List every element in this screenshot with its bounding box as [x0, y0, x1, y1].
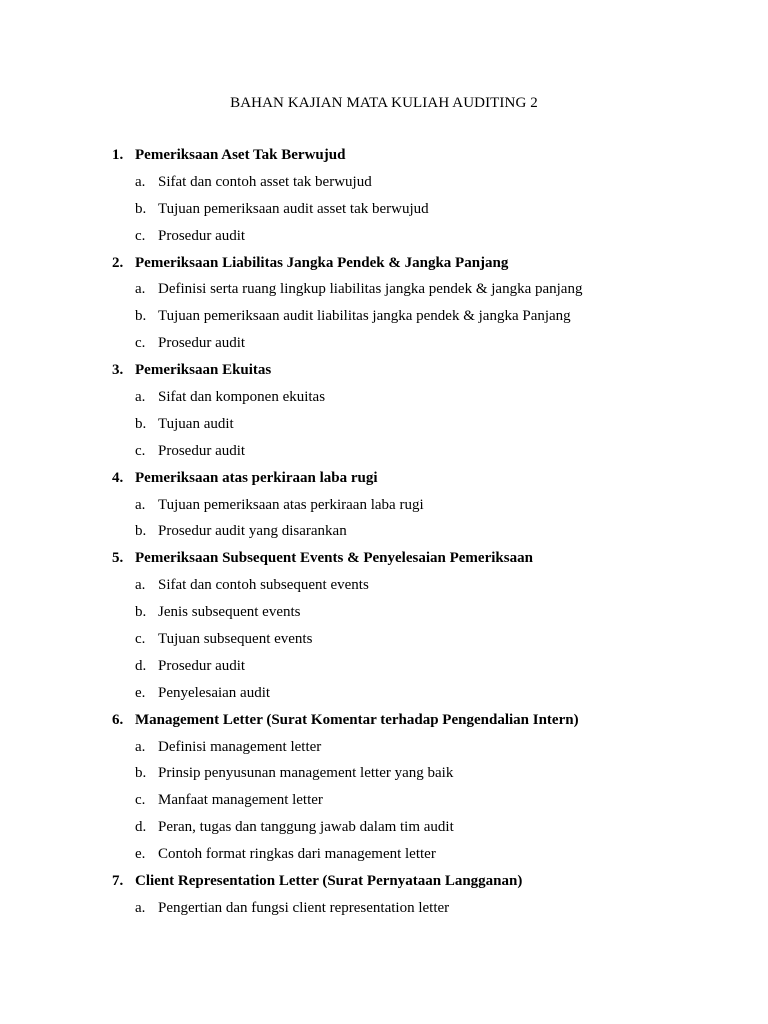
sub-item-text: Contoh format ringkas dari management letter [158, 846, 436, 863]
sub-item-row [0, 683, 768, 710]
sub-item-letter: b. [135, 523, 147, 540]
sub-item-row [0, 414, 768, 441]
section-heading: Pemeriksaan Ekuitas [135, 362, 272, 379]
section-heading-row [0, 145, 768, 172]
sub-item-row [0, 575, 768, 602]
section-heading: Pemeriksaan Liabilitas Jangka Pendek & Jangka Panjang [135, 254, 509, 271]
sub-item-row [0, 629, 768, 656]
section-heading-row [0, 871, 768, 898]
section-number: 6. [112, 711, 124, 728]
sub-item-row [0, 817, 768, 844]
section-heading: Pemeriksaan atas perkiraan laba rugi [135, 469, 378, 486]
sub-item-text: Prosedur audit [158, 227, 246, 244]
section-heading: Pemeriksaan Subsequent Events & Penyelesaian Pemeriksaan [135, 550, 533, 567]
sub-item-row [0, 441, 768, 468]
sub-item-text: Peran, tugas dan tanggung jawab dalam tim audit [158, 819, 454, 836]
section-number: 4. [112, 469, 124, 486]
sub-item-row [0, 521, 768, 548]
sub-item-row [0, 172, 768, 199]
section-heading-row [0, 468, 768, 495]
sub-item-row [0, 763, 768, 790]
sub-item-letter: b. [135, 415, 147, 432]
sub-item-row [0, 790, 768, 817]
sub-item-letter: d. [135, 657, 147, 674]
sub-item-row [0, 279, 768, 306]
sub-item-text: Sifat dan komponen ekuitas [158, 389, 326, 406]
sub-item-text: Pengertian dan fungsi client representation letter [158, 899, 450, 916]
section-heading-row [0, 253, 768, 280]
sub-item-text: Tujuan audit [158, 415, 234, 432]
sub-item-row [0, 495, 768, 522]
sub-item-text: Sifat dan contoh asset tak berwujud [158, 173, 372, 190]
sub-item-letter: b. [135, 765, 147, 782]
sub-item-text: Tujuan pemeriksaan audit liabilitas jangka pendek & jangka Panjang [158, 308, 571, 325]
sub-item-row [0, 387, 768, 414]
sub-item-row [0, 226, 768, 253]
sub-item-letter: c. [135, 792, 146, 809]
sub-item-row [0, 199, 768, 226]
sub-item-letter: a. [135, 577, 146, 594]
sub-item-text: Jenis subsequent events [158, 604, 301, 621]
sub-item-row [0, 602, 768, 629]
sub-item-text: Prinsip penyusunan management letter yang baik [158, 765, 454, 782]
sub-item-text: Definisi management letter [158, 738, 322, 755]
sub-item-letter: e. [135, 684, 146, 701]
sub-item-letter: a. [135, 738, 146, 755]
section-number: 7. [112, 873, 124, 890]
sub-item-text: Tujuan subsequent events [158, 631, 313, 648]
sub-item-letter: d. [135, 819, 147, 836]
sub-item-row [0, 844, 768, 871]
sub-item-letter: c. [135, 227, 146, 244]
sub-item-text: Definisi serta ruang lingkup liabilitas jangka pendek & jangka panjang [158, 281, 583, 298]
sub-item-letter: a. [135, 389, 146, 406]
document-title: BAHAN KAJIAN MATA KULIAH AUDITING 2 [230, 95, 538, 111]
section-number: 5. [112, 550, 124, 567]
sub-item-letter: b. [135, 604, 147, 621]
section-heading: Client Representation Letter (Surat Pernyataan Langganan) [135, 873, 523, 890]
sub-item-text: Penyelesaian audit [158, 684, 271, 701]
course-outline [0, 145, 768, 925]
sub-item-text: Prosedur audit [158, 657, 246, 674]
sub-item-letter: a. [135, 899, 146, 916]
sub-item-text: Sifat dan contoh subsequent events [158, 577, 369, 594]
sub-item-letter: a. [135, 173, 146, 190]
sub-item-text: Tujuan pemeriksaan audit asset tak berwujud [158, 200, 429, 217]
sub-item-text: Prosedur audit [158, 335, 246, 352]
section-heading-row [0, 360, 768, 387]
section-number: 2. [112, 254, 124, 271]
sub-item-letter: a. [135, 281, 146, 298]
sub-item-letter: b. [135, 308, 147, 325]
sub-item-letter: c. [135, 442, 146, 459]
sub-item-letter: c. [135, 335, 146, 352]
section-number: 1. [112, 147, 124, 163]
sub-item-letter: b. [135, 200, 147, 217]
section-heading: Management Letter (Surat Komentar terhadap Pengendalian Intern) [135, 711, 579, 728]
section-heading-row [0, 710, 768, 737]
sub-item-text: Tujuan pemeriksaan atas perkiraan laba rugi [158, 496, 424, 513]
sub-item-text: Prosedur audit yang disarankan [158, 523, 347, 540]
sub-item-row [0, 333, 768, 360]
sub-item-letter: a. [135, 496, 146, 513]
section-heading: Pemeriksaan Aset Tak Berwujud [135, 147, 346, 163]
sub-item-text: Prosedur audit [158, 442, 246, 459]
section-number: 3. [112, 362, 124, 379]
sub-item-letter: e. [135, 846, 146, 863]
sub-item-row [0, 737, 768, 764]
sub-item-text: Manfaat management letter [158, 792, 323, 809]
sub-item-row [0, 306, 768, 333]
sub-item-letter: c. [135, 631, 146, 648]
sub-item-row [0, 898, 768, 925]
section-heading-row [0, 548, 768, 575]
sub-item-row [0, 656, 768, 683]
